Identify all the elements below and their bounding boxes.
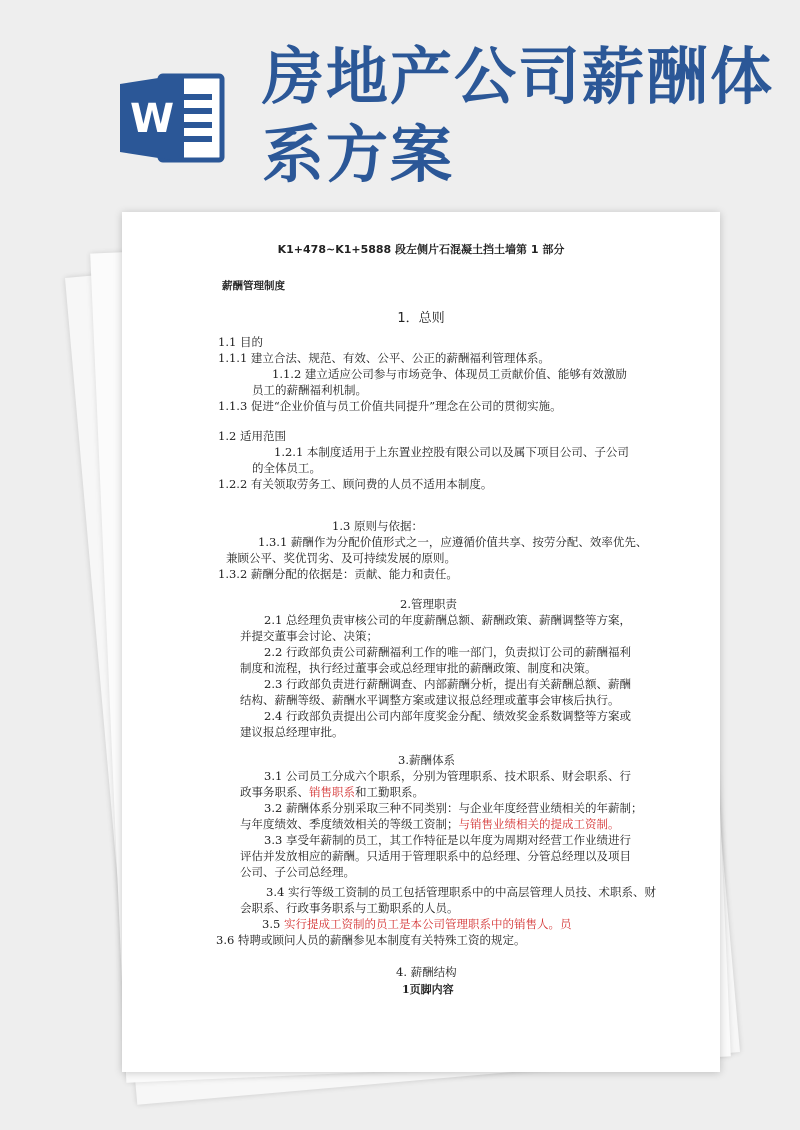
document-title: K1+478~K1+5888 段左侧片石混凝土挡土墙第 1 部分	[277, 243, 565, 256]
paragraph-1-1-2-cont: 员工的薪酬福利机制。	[252, 383, 367, 397]
paragraph-3-4-cont: 会职系、行政事务职系与工勤职系的人员。	[240, 901, 459, 915]
paragraph-1-3-1-cont: 兼顾公平、奖优罚劣、及可持续发展的原则。	[226, 551, 456, 565]
paragraph-1-1-2: 1.1.2 建立适应公司参与市场竞争、体现员工贡献价值、能够有效激励	[272, 367, 627, 381]
paragraph-2-3: 2.3 行政部负责进行薪酬调查、内部薪酬分析，提出有关薪酬总额、薪酬	[264, 677, 631, 691]
page-title-line2: 系方案	[262, 118, 455, 191]
paragraph-1-2-1: 1.2.1 本制度适用于上东置业控股有限公司以及属下项目公司、子公司	[274, 445, 629, 459]
paragraph-3-3: 3.3 享受年薪制的员工，其工作特征是以年度为周期对经营工作业绩进行	[264, 833, 631, 847]
paragraph-3-6: 3.6 特聘或顾问人员的薪酬参见本制度有关特殊工资的规定。	[216, 933, 526, 947]
paragraph-1-1-1: 1.1.1 建立合法、规范、有效、公平、公正的薪酬福利管理体系。	[218, 351, 550, 365]
page-title-line1: 房地产公司薪酬体	[262, 40, 775, 113]
paragraph-1-2-1-cont: 的全体员工。	[252, 461, 321, 475]
paragraph-2-3-cont: 结构、薪酬等级、薪酬水平调整方案或建议报总经理或董事会审核后执行。	[240, 693, 620, 707]
paragraph-2-4: 2.4 行政部负责提出公司内部年度奖金分配、绩效奖金系数调整等方案或	[264, 709, 631, 723]
page-title	[262, 38, 782, 194]
paragraph-3-1-cont	[240, 784, 424, 800]
text-run: 和工勤职系。	[355, 785, 424, 799]
paragraph-3-5	[262, 916, 571, 932]
paragraph-3-4: 3.4 实行等级工资制的员工包括管理职系中的中高层管理人员技、术职系、财	[266, 885, 656, 899]
paragraph-3-2-cont	[240, 816, 620, 832]
highlight-text: 销售职系	[309, 785, 355, 799]
paragraph-1-3-1: 1.3.1 薪酬作为分配价值形式之一，应遵循价值共享、按劳分配、效率优先、	[258, 535, 648, 549]
paragraph-2-2: 2.2 行政部负责公司薪酬福利工作的唯一部门，负责拟订公司的薪酬福利	[264, 645, 631, 659]
highlight-text: 与销售业绩相关的提成工资制。	[458, 817, 620, 831]
paragraph-1-1-3: 1.1.3 促进“企业价值与员工价值共同提升”理念在公司的贯彻实施。	[218, 399, 562, 413]
paragraph-3-1: 3.1 公司员工分成六个职系，分别为管理职系、技术职系、财会职系、行	[264, 769, 631, 783]
paragraph-2-2-cont: 制度和流程，执行经过董事会或总经理审批的薪酬政策、制度和决策。	[240, 661, 597, 675]
document-subtitle: 薪酬管理制度	[222, 280, 285, 292]
paragraph-1-3-2: 1.3.2 薪酬分配的依据是：贡献、能力和责任。	[218, 567, 458, 581]
word-icon	[118, 68, 228, 168]
highlight-text: 实行提成工资制的员工是本公司管理职系中的销售人。员	[283, 917, 572, 931]
paragraph-2-1: 2.1 总经理负责审核公司的年度薪酬总额、薪酬政策、薪酬调整等方案，	[264, 613, 631, 627]
section-heading-3: 3.薪酬体系	[398, 753, 455, 767]
word-icon-letter: W	[129, 96, 175, 142]
paragraph-3-3-cont2: 公司、子公司总经理。	[240, 865, 355, 879]
paragraph-1-1: 1.1 目的	[218, 335, 263, 349]
text-run: 3.5	[262, 917, 284, 931]
paragraph-1-2-2: 1.2.2 有关领取劳务工、顾问费的人员不适用本制度。	[218, 477, 493, 491]
text-run: 与年度绩效、季度绩效相关的等级工资制；	[240, 817, 459, 831]
paragraph-3-3-cont: 评估并发放相应的薪酬。只适用于管理职系中的总经理、分管总经理以及项目	[240, 849, 631, 863]
paragraph-2-1-cont: 并提交董事会讨论、决策；	[240, 629, 378, 643]
paragraph-3-2: 3.2 薪酬体系分别采取三种不同类别：与企业年度经营业绩相关的年薪制；	[264, 801, 643, 815]
section-heading-1: 1．总则	[397, 311, 445, 326]
page-footer: 1页脚内容	[402, 983, 454, 996]
text-run: 政事务职系、	[240, 785, 309, 799]
section-heading-4: 4. 薪酬结构	[396, 965, 457, 979]
document-page	[122, 212, 720, 1072]
paragraph-2-4-cont: 建议报总经理审批。	[240, 725, 344, 739]
header	[0, 0, 800, 215]
section-heading-2: 2.管理职责	[400, 597, 457, 611]
paragraph-1-3: 1.3 原则与依据：	[332, 519, 423, 533]
paragraph-1-2: 1.2 适用范围	[218, 429, 286, 443]
